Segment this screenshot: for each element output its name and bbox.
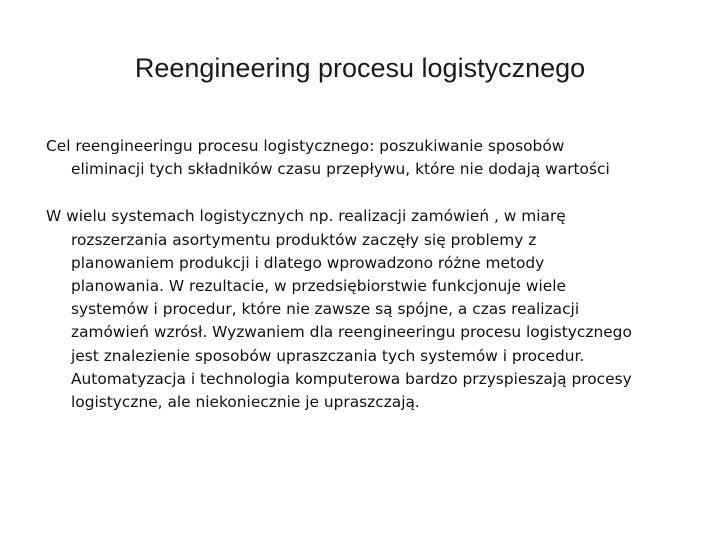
text-line: planowania. W rezultacie, w przedsiębiorstwie funkcjonuje wiele [71, 277, 566, 296]
text-line: planowaniem produkcji i dlatego wprowadzono różne metody [71, 253, 545, 272]
text-line: Cel reengineeringu procesu logistycznego: poszukiwanie sposobów [46, 137, 565, 155]
paragraph-goal [46, 135, 686, 181]
text-line: zamówień wzrósł. Wyzwaniem dla reengineeringu procesu logistycznego [71, 323, 632, 342]
text-line: eliminacji tych składników czasu przepływu, które nie dodają wartości [71, 160, 610, 179]
slide-body [46, 135, 686, 438]
text-line: rozszerzania asortymentu produktów zaczęły się problemy z [71, 230, 537, 249]
text-line: logistyczne, ale niekoniecznie je upraszczają. [71, 393, 420, 412]
paragraph-context [46, 205, 686, 414]
slide-title: Reengineering procesu logistycznego [134, 53, 586, 83]
text-line: W wielu systemach logistycznych np. realizacji zamówień , w miarę [46, 207, 566, 226]
text-line: systemów i procedur, które nie zawsze są spójne, a czas realizacji [71, 300, 580, 319]
text-line: jest znalezienie sposobów upraszczania tych systemów i procedur. [71, 346, 585, 365]
text-line: Automatyzacja i technologia komputerowa bardzo przyspieszają procesy [71, 369, 632, 388]
